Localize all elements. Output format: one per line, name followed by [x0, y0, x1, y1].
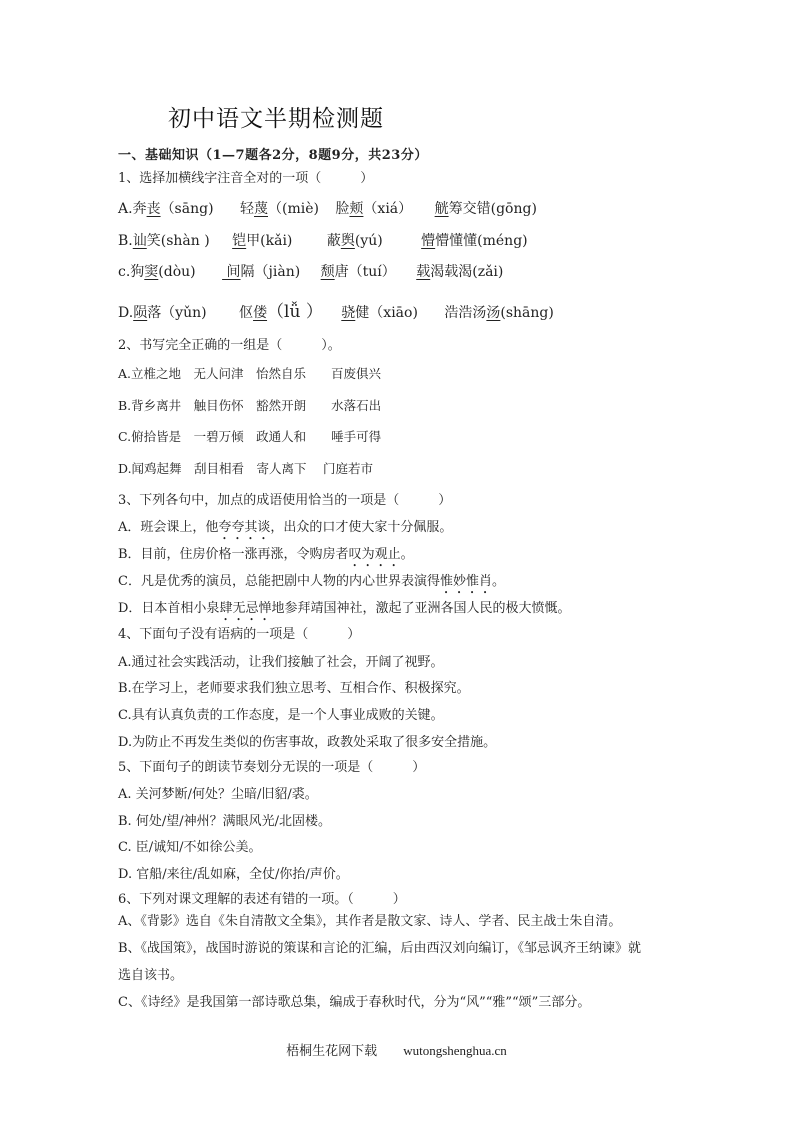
underlined-char: 陨	[133, 305, 148, 321]
underlined-char: 蔑	[254, 201, 268, 217]
q6-option-c: C、《诗经》是我国第一部诗歌总集，编成于春秋时代，分为“风”“雅”“颂”三部分。	[118, 995, 591, 1010]
underlined-char: 间	[222, 264, 241, 280]
question-4-stem: 4、下面句子没有语病的一项是（ ）	[118, 627, 361, 642]
text: 狗	[130, 264, 145, 280]
q5-option-a: A. 关河梦断/何处？尘暗/旧貂/裘。	[118, 787, 318, 802]
pinyin: (dòu)	[158, 264, 196, 280]
question-1-stem: 1、选择加横线字注音全对的一项（ ）	[118, 171, 374, 186]
text: 浩浩汤	[444, 305, 487, 321]
pinyin: 渴载渴(zǎi)	[430, 264, 504, 280]
q3-option-c	[118, 570, 505, 597]
underlined-char: 偻	[253, 305, 268, 321]
q6-option-b: B、《战国策》，战国时游说的策谋和言论的汇编，后由西汉刘向编订，《邹忌讽齐王纳谏》就	[118, 941, 642, 956]
q2-option-a: A.立椎之地 无人问津 怡然自乐 百废俱兴	[118, 366, 382, 381]
text: 地参拜靖国神社，激起了亚洲各国人民的极大愤慨。	[271, 601, 571, 616]
text: 脸	[335, 201, 350, 217]
pinyin: （lǚ ）	[267, 302, 323, 322]
dotted-idiom: 肆无忌惮	[219, 601, 272, 616]
underlined-char: 颓	[320, 264, 335, 280]
option-label: B.	[118, 233, 133, 249]
q4-option-c: C.具有认真负责的工作态度，是一个人事业成败的关键。	[118, 708, 444, 723]
pinyin: （sāng)	[160, 201, 214, 217]
q3-option-a	[118, 516, 452, 543]
dotted-idiom: 叹为观止	[348, 547, 401, 562]
question-2-stem: 2、书写完全正确的一组是（ ）。	[118, 338, 341, 353]
q2-option-d: D.闻鸡起舞 刮目相看 寄人离下 门庭若市	[118, 461, 374, 476]
option-label: A.	[118, 201, 133, 217]
page-footer	[0, 1040, 793, 1059]
underlined-char: 觥	[434, 201, 449, 217]
section-heading: 一、基础知识（1—7题各2分，8题9分，共23分）	[118, 148, 428, 163]
q4-option-b: B.在学习上，老师要求我们独立思考、互相合作、积极探究。	[118, 681, 470, 696]
text: A．班会课上，他	[118, 520, 219, 535]
q1-option-d	[118, 297, 554, 322]
dotted-idiom: 惟妙惟肖	[439, 574, 492, 589]
pinyin: 筹交错(gōng)	[448, 201, 537, 217]
q5-option-d: D. 官船/来往/乱如麻，全仗/你抬/声价。	[118, 867, 349, 882]
underlined-char: 铠	[232, 233, 247, 249]
text: 。	[491, 574, 505, 589]
pinyin: 甲(kǎi)	[246, 233, 293, 249]
text: 蔽	[326, 233, 341, 249]
pinyin: 隔（jiàn)	[240, 264, 301, 280]
q4-option-a: A.通过社会实践活动，让我们接触了社会，开阔了视野。	[118, 655, 444, 670]
q1-option-c	[118, 261, 503, 281]
text: 伛	[239, 305, 254, 321]
underlined-char: 丧	[146, 201, 161, 217]
q1-option-b	[118, 230, 528, 250]
dotted-idiom: 夸夸其谈	[218, 520, 271, 535]
q3-option-d	[118, 597, 570, 624]
underlined-char: 窦	[144, 264, 159, 280]
q5-option-c: C. 臣/诚知/不如徐公美。	[118, 840, 262, 855]
pinyin: (shāng)	[500, 305, 554, 321]
text: ，出众的口才使大家十分佩服。	[270, 520, 453, 535]
q2-option-c: C.俯拾皆是 一碧万倾 政通人和 唾手可得	[118, 429, 382, 444]
pinyin: 唐（tuí）	[334, 264, 396, 280]
underlined-char: 颊	[349, 201, 364, 217]
pinyin: 笑(shàn )	[146, 233, 210, 249]
page-title: 初中语文半期检测题	[168, 106, 384, 132]
footer-site-name: 梧桐生花网下载	[286, 1043, 378, 1058]
q5-option-b: B. 何处/望/神州？满眼风光/北固楼。	[118, 814, 331, 829]
text: B．目前，住房价格一涨再涨，令购房者	[118, 547, 349, 562]
underlined-char: 讪	[132, 233, 147, 249]
pinyin: (yú)	[354, 233, 383, 249]
underlined-char: 骁	[341, 305, 356, 321]
option-label: D.	[118, 305, 134, 321]
pinyin: 懵懂懂(méng)	[435, 233, 528, 249]
q2-option-b: B.背乡离井 触目伤怀 豁然开朗 水落石出	[118, 398, 382, 413]
q6-option-b-cont: 选自该书。	[118, 968, 184, 983]
text: 。	[400, 547, 414, 562]
text: 奔	[132, 201, 147, 217]
q4-option-d: D.为防止不再发生类似的伤害事故，政教处采取了很多安全措施。	[118, 735, 497, 750]
text: C．凡是优秀的演员，总能把剧中人物的内心世界表演得	[118, 574, 440, 589]
underlined-char: 汤	[486, 305, 501, 321]
underlined-char: 懵	[421, 233, 436, 249]
pinyin: 健（xiāo)	[355, 305, 418, 321]
pinyin: 落（yǔn)	[147, 305, 207, 321]
text: 轻	[240, 201, 254, 217]
q6-option-a: A、《背影》选自《朱自清散文全集》，其作者是散文家、诗人、学者、民主战士朱自清。	[118, 914, 622, 929]
option-label: c.	[118, 264, 131, 280]
question-3-stem: 3、下列各句中，加点的成语使用恰当的一项是（ ）	[118, 493, 452, 508]
q3-option-b	[118, 543, 414, 570]
pinyin: （(miè)	[268, 201, 319, 217]
underlined-char: 舆	[340, 233, 355, 249]
pinyin: （xiá）	[363, 201, 413, 217]
underlined-char: 载	[416, 264, 431, 280]
q1-option-a	[118, 198, 537, 218]
question-5-stem: 5、下面句子的朗读节奏划分无误的一项是（ ）	[118, 760, 426, 775]
text: D．日本首相小泉	[118, 601, 220, 616]
question-6-stem: 6、下列对课文理解的表述有错的一项。（ ）	[118, 892, 406, 907]
footer-site-url: wutongshenghua.cn	[403, 1043, 507, 1058]
